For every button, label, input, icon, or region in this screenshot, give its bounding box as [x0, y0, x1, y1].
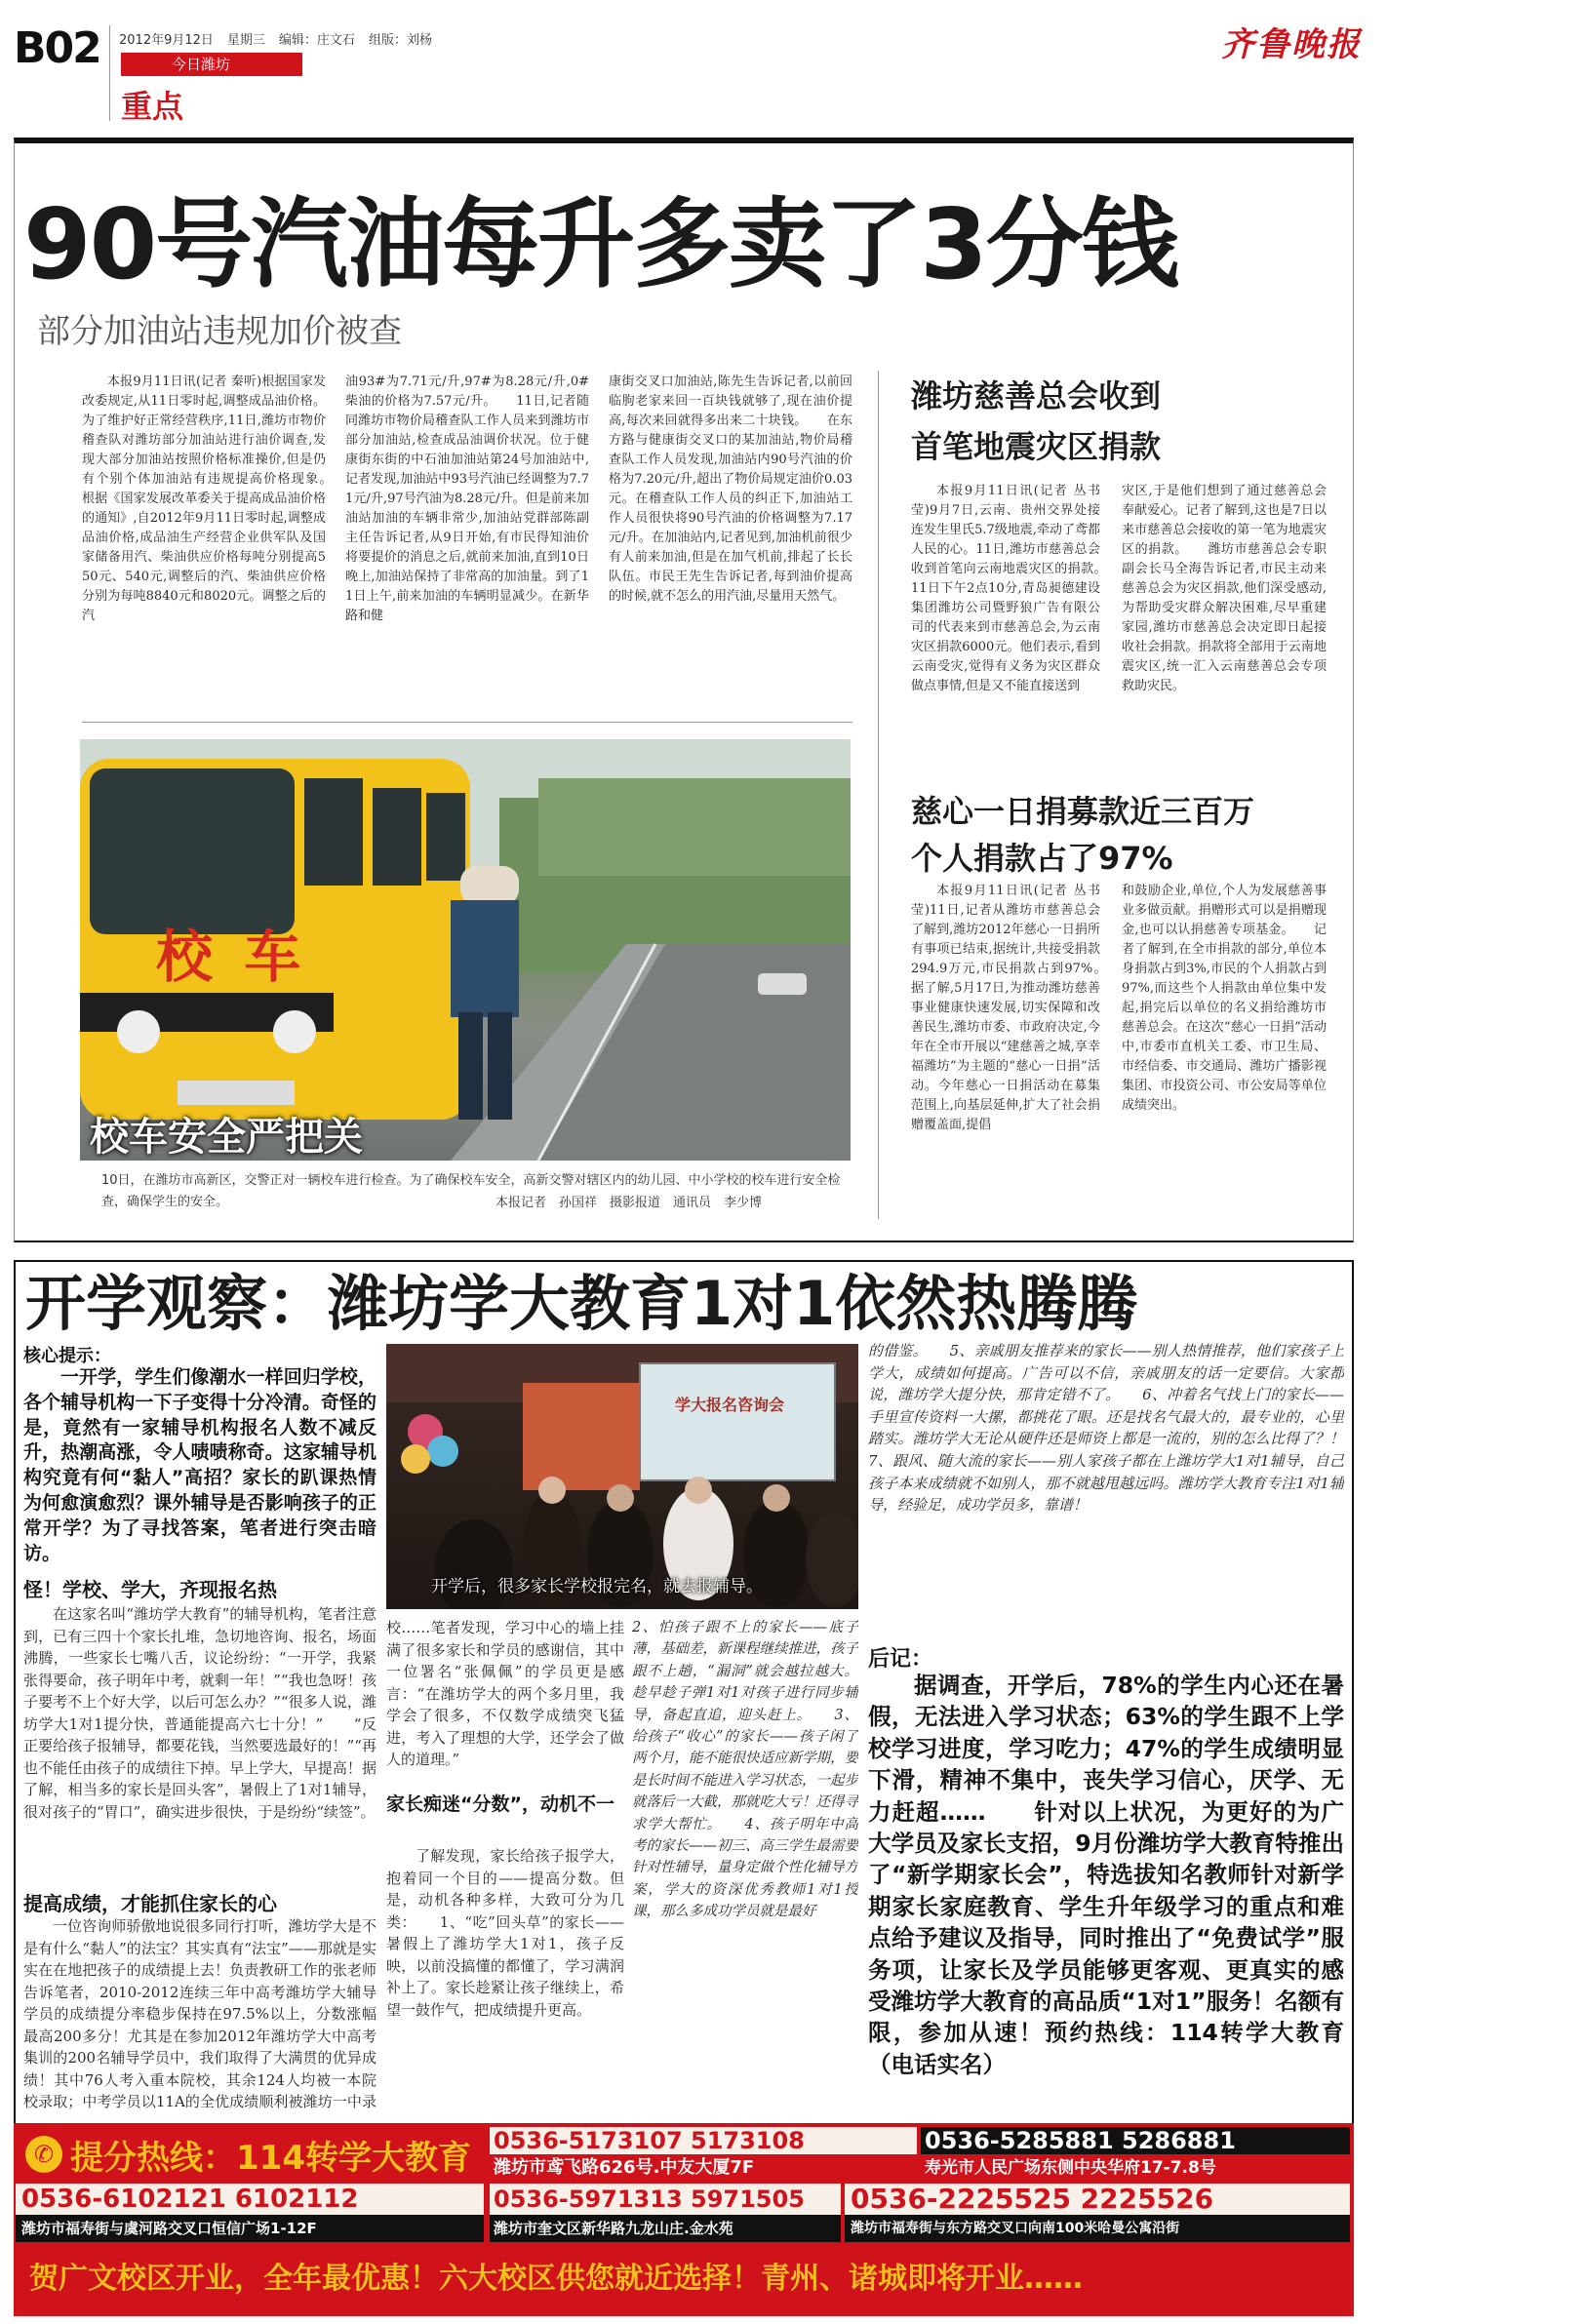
feature-sub-4: 后记：	[868, 1647, 933, 1672]
feature-sub-2: 提高成绩，才能抓住家长的心	[23, 1892, 277, 1915]
side1-title	[911, 371, 1161, 472]
header-meta	[119, 29, 432, 48]
feature-sub-3: 家长痴迷“分数”，动机不一	[386, 1793, 614, 1815]
feature-text-2: 一位咨询师骄傲地说很多同行打听，潍坊学大是不是有什么“黏人”的法宝？其实真有“法宝”——那就是实实在在地把孩子的成绩提上去！负责教研工作的张老师告诉笔者，2010-2012连续三年中高考潍坊学大辅导学员的成绩提分率稳步保持在97.5%以上，分数涨幅最高200多分！尤其是在参加2012年潍坊学大中高考集训的200名辅导学员中，我们取得了大满贯的优异成绩！其中76人考入重本院校，其余124人均被一本院校录取；中考学员以11A的全优成绩顺利被潍坊一中录	[23, 1917, 376, 2110]
feature-text-1: 在这家名叫“潍坊学大教育”的辅导机构，笔者注意到，已有三四十个家长扎堆，急切地咨询、报名，场面沸腾，一些家长七嘴八舌，议论纷纷：“一开学，我紧张得要命，孩子明年中考，就剩一年！”“我也急呀！孩子要考不上个好大学，以后可怎么办？”“很多人说，潍坊学大1对1提分快，普通能提高六七十分！” “反正要给孩子报辅导，都要花钱，当然要选最好的！”“再也不能任由孩子的成绩往下掉。早上学大，早提高！据了解，相当多的家长是回头客”，暑假上了1对1辅导，很对孩子的“胃口”，确实进步很快，于是纷纷“续签”。	[23, 1605, 376, 1821]
ad-hotline-box	[16, 2127, 488, 2182]
ad-branch-1	[490, 2127, 917, 2182]
photo-board-text: 学大报名咨询会	[675, 1396, 785, 1414]
side2-title	[911, 788, 1254, 882]
page-number: B02	[14, 23, 100, 73]
feature-text-3: 校……笔者发现，学习中心的墙上挂满了很多家长和学员的感谢信，其中一位署名“张佩佩”的学员更是感言：“在潍坊学大的两个多月里，我学会了很多，不仅数学成绩突飞猛进，考入了理想的大学，还学会了做人的道理。”	[386, 1619, 624, 1768]
school-bus-photo	[80, 739, 851, 1161]
feature-sub-1: 怪！学校、学大，齐现报名热	[23, 1578, 277, 1601]
bus-sign: 校 车	[156, 924, 307, 990]
side1-title-line2: 首笔地震灾区捐款	[911, 428, 1162, 465]
seminar-illustration	[386, 1344, 858, 1609]
feature-text-5: 2、怕孩子跟不上的家长——底子薄，基础差，新课程继续推进，孩子跟不上趟，“漏洞”就会越拉越大。趁早趁子弹1对1对孩子进行同步辅导，备起直追，迎头赶上。 3、给孩子“收心”的家长——孩子闲了两个月，能不能很快适应新学期，要是长时间不能进入学习状态，一起步就落后一大截，那就吃大亏！还得寻求学大帮忙。 4、孩子明年中高考的家长——初三、高三学生最需要针对性辅导，量身定做个性化辅导方案，学大的资深优秀教师1对1授课，那么多成功学员就是最好	[632, 1620, 858, 1920]
lead-subhead: 部分加油站违规加价被查	[37, 312, 402, 351]
side2-title-line1: 慈心一日捐募款近三百万	[911, 793, 1255, 830]
feature-text-6: 的借鉴。 5、亲戚朋友推荐来的家长——别人热情推荐，他们家孩子上学大，成绩如何提高。广告可以不信，亲戚朋友的话一定要信。大家都说，潍坊学大提分快，那肯定错不了。 6、冲着名气找上门的家长——手里宣传资料一大摞，都挑花了眼。还是找名气最大的，最专业的，心里踏实。潍坊学大无论从硬件还是师资上都是一流的，别的怎么比得了？！ 7、跟风、随大流的家长——别人家孩子都在上潍坊学大1对1辅导，自己孩子本来成绩就不如别人，那不就越甩越远吗。潍坊学大教育专注1对1辅导，经验足，成功学员多，靠谱！	[868, 1342, 1344, 1515]
subsection-title: 重点	[121, 88, 184, 125]
ad-phone-5: 0536-2225525 2225526	[845, 2184, 1350, 2215]
side2-col-b: 和鼓励企业,单位,个人为发展慈善事业多做贡献。捐赠形式可以是捐赠现金,也可以认捐慈善专项基金。 记者了解到,在全市捐款的部分,单位本身捐款占到3%,市民的个人捐款占到97%,而这些个人捐款由单位集中发起,捐完后以单位的名义捐给潍坊市慈善总会。在这次“慈心一日捐”活动中,市委市直机关工委、市卫生局、市经信委、市交通局、潍坊广播影视集团、市投资公司、市公安局等单位成绩突出。	[1122, 884, 1327, 1113]
seminar-photo	[386, 1344, 858, 1609]
ad-branch-5	[845, 2184, 1350, 2244]
seminar-caption: 开学后，很多家长学校报完名，就去报辅导。	[431, 1577, 763, 1596]
header-weekday: 星期三	[226, 33, 265, 48]
feature-text-4: 了解发现，家长给孩子报学大，抱着同一个目的——提高分数。但是，动机各种多样，大致可分为几类： 1、“吃”回头草”的家长——暑假上了潍坊学大1对1，孩子反映，以前没搞懂的都懂了，学习满润补上了。家长趁紧让孩子继续上，希望一鼓作气，把成绩提升更高。	[386, 1847, 624, 2019]
ad-address-3: 潍坊市福寿街与虞河路交叉口恒信广场1-12F	[16, 2215, 484, 2242]
photo-label: 校车安全严把关	[90, 1115, 363, 1160]
header-layout: 组版：刘杨	[368, 33, 432, 48]
side1-col-b: 灾区,于是他们想到了通过慈善总会奉献爱心。记者了解到,这也是7日以来市慈善总会接收的第一笔为地震灾区的捐款。 潍坊市慈善总会专职副会长马全海告诉记者,市民主动来慈善总会为灾区捐款,他们深受感动,为帮助受灾群众解决困难,尽早重建家园,潍坊市慈善总会决定即日起接收社会捐款。捐款将全部用于云南地震灾区,统一汇入云南慈善总会专项救助灾民。	[1122, 484, 1327, 693]
ad-footer: 贺广文校区开业，全年最优惠！六大校区供您就近选择！青州、诸城即将开业……	[29, 2262, 1083, 2296]
core-text: 一开学，学生们像潮水一样回归学校，各个辅导机构一下子变得十分冷清。奇怪的是，竟然有一家辅导机构报名人数不减反升，热潮高涨，令人啧啧称奇。这家辅导机构究竟有何“黏人”高招？家长的趴课热情为何愈演愈烈？课外辅导是否影响孩子的正常开学？为了寻找答案，笔者进行突击暗访。	[23, 1366, 376, 1564]
side-divider	[878, 371, 879, 1219]
ad-address-5: 潍坊市福寿街与东方路交叉口向南100米哈曼公寓沿街	[845, 2215, 1350, 2242]
lead-col-3: 康街交叉口加油站,陈先生告诉记者,以前回临朐老家来回一百块钱就够了,现在油价提高,每次来回就得多出来二十块钱。 在东方路与健康街交叉口的某加油站,物价局稽查队工作人员发现,加油站内90号汽油的价格为7.20元/升,超出了物价局规定油价0.03元。在稽查队工作人员的纠正下,加油站工作人员很快将90号汽油的价格调整为7.17元/升。在加油站内,记者见到,加油机前很少有人前来加油,但是在加气机前,排起了长长队伍。市民王先生告诉记者,每到油价提高的时候,就不怎么的用汽油,尽量用天然气。	[609, 374, 852, 604]
side1-title-line1: 潍坊慈善总会收到	[911, 377, 1162, 414]
section-tab: 今日潍坊	[121, 53, 302, 76]
ad-phone-2: 0536-5285881 5286881	[921, 2127, 1350, 2154]
ad-hotline: 提分热线：114转学大教育	[70, 2138, 471, 2178]
ad-banner	[14, 2123, 1354, 2316]
side2-title-line2: 个人捐款占了97%	[911, 840, 1173, 877]
feature-text-7: 据调查，开学后，78%的学生内心还在暑假，无法进入学习状态；63%的学生跟不上学校学习进度，学习吃力；47%的学生成绩明显下滑，精神不集中，丧失学习信心，厌学、无力赶超…… 针对以上状况，为更好的为广大学员及家长支招，9月份潍坊学大教育特推出了“新学期家长会”，特选拔知名教师针对新学期家长家庭教育、学生升年级学习的重点和难点给予建议及指导，同时推出了“免费试学”服务项，让家长及学员能够更客观、更真实的感受潍坊学大教育的高品质“1对1”服务！名额有限，参加从速！预约热线：114转学大教育（电话实名）	[868, 1672, 1344, 2078]
lead-divider	[82, 722, 852, 723]
ad-address-4: 潍坊市奎文区新华路九龙山庄.金水苑	[490, 2215, 841, 2242]
header-divider	[109, 25, 110, 121]
ad-phone-3: 0536-6102121 6102112	[16, 2184, 484, 2215]
lead-headline: 90号汽油每升多卖了3分钱	[23, 187, 1177, 301]
ad-branch-2	[921, 2127, 1350, 2182]
photo-caption: 10日，在潍坊市高新区，交警正对一辆校车进行检查。为了确保校车安全，高新交警对辖区内的幼儿园、中小学校的校车进行安全检查，确保学生的安全。	[101, 1173, 841, 1209]
phone-icon: ✆	[25, 2136, 62, 2173]
ad-branch-3	[16, 2184, 484, 2244]
feature-headline: 开学观察：潍坊学大教育1对1依然热腾腾	[25, 1268, 1138, 1339]
side2-col-a: 本报9月11日讯(记者 丛书莹)11日,记者从潍坊市慈善总会了解到,潍坊2012年慈心一日捐所有事项已结束,据统计,共接受捐款294.9万元,市民捐款占到97%。 据了解,5月17日,为推动潍坊慈善事业健康快速发展,切实保障和改善民生,潍坊市委、市政府决定,今年在全市开展以“建慈善之城,享幸福潍坊”为主题的“慈心一日捐”活动。今年慈心一日捐活动在募集范围上,向基层延伸,扩大了社会捐赠覆盖面,提倡	[911, 884, 1100, 1132]
core-label: 核心提示：	[23, 1346, 111, 1366]
brand-logo: 齐鲁晚报	[1221, 25, 1362, 64]
photo-credit: 本报记者 孙国祥 摄影报道 通讯员 李少博	[495, 1196, 763, 1210]
lead-col-1: 本报9月11日讯(记者 秦听)根据国家发改委规定,从11日零时起,调整成品油价格。为了维护好正常经营秩序,11日,潍坊市物价稽查队对潍坊部分加油站进行油价调查,发现大部分加油站按照价格标准操价,但是仍有个别个体加油站有违规提高价格现象。 根据《国家发展改革委关于提高成品油价格的通知》,自2012年9月11日零时起,调整成品油价格,成品油生产经营企业供军队及国家储备用汽、柴油供应价格每吨分别提高550元、540元,调整后的汽、柴油供应价格分别为每吨8840元和8020元。调整之后的汽	[82, 374, 326, 623]
header-date: 2012年9月12日	[119, 33, 214, 48]
ad-address-1: 潍坊市鸢飞路626号.中友大厦7F	[494, 2157, 755, 2178]
ad-phone-1: 0536-5173107 5173108	[490, 2127, 917, 2154]
side1-col-a: 本报9月11日讯(记者 丛书莹)9月7日,云南、贵州交界处接连发生里氏5.7级地震,牵动了鸢都人民的心。11日,潍坊市慈善总会收到首笔向云南地震灾区的捐款。 11日下午2点10分,青岛昶德建设集团潍坊公司暨野狼广告有限公司的代表来到市慈善总会,为云南灾区捐款6000元。他们表示,看到云南受灾,觉得有义务为灾区群众做点事情,但是又不能直接送到	[911, 484, 1100, 693]
ad-address-2: 寿光市人民广场东侧中央华府17-7.8号	[925, 2158, 1216, 2178]
ad-branch-4	[490, 2184, 841, 2244]
ad-phone-4: 0536-5971313 5971505	[490, 2184, 841, 2215]
lead-col-2: 油93#为7.71元/升,97#为8.28元/升,0#柴油的价格为7.57元/升。 11日,记者随同潍坊市物价局稽查队工作人员来到潍坊市部分加油站,检查成品油调价状况。位于健康街东街的中石油加油站第24号加油站中,记者发现,加油站中93号汽油已经调整为7.71元/升,97号汽油为8.28元/升。但是前来加油站加油的车辆非常少,加油站党群部陈副主任告诉记者,从9日开始,有市民得知油价将要提价的消息之后,就前来加油,直到10日晚上,加油站保持了非常高的加油量。到了11日上午,前来加油的车辆明显减少。在新华路和健	[345, 374, 589, 623]
header-editor: 编辑：庄文石	[278, 33, 355, 48]
